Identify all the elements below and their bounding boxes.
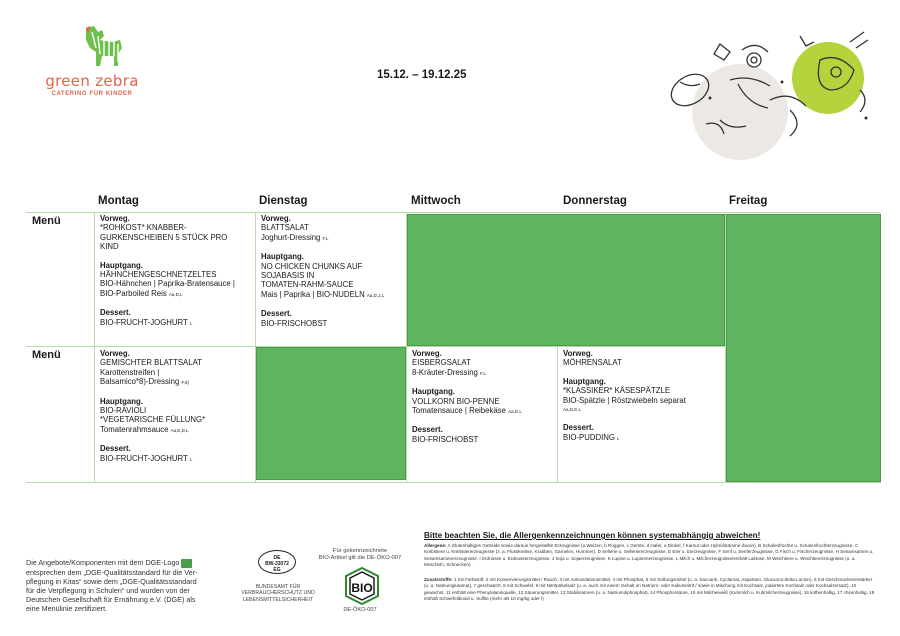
row-label-menu-1: Menü — [32, 215, 61, 227]
green-zebra-logo — [40, 22, 150, 102]
footer-line: eine Menülinie zertifiziert. — [26, 603, 108, 613]
bio-seal-icon — [342, 566, 382, 606]
dish-line: SOJABASIS IN — [261, 271, 315, 281]
course-heading: Dessert. — [563, 423, 594, 433]
food-illustration — [650, 20, 890, 160]
dish-line: Tomatenrahmsauce — [100, 424, 169, 434]
course-heading: Vorweg. — [563, 349, 593, 358]
course-heading: Vorweg. — [100, 214, 130, 223]
footer-line: pflegung in Kitas“ sowie dem „DGE-Qualitätsstandard — [26, 576, 197, 586]
badge-line: EG — [273, 567, 281, 573]
allergy-notice-title: Bitte beachten Sie, die Allergenkennzeichnungen können systemabhängig abweichen! — [424, 531, 761, 540]
course-heading: Hauptgang. — [100, 260, 143, 270]
dish-line: TOMATEN-RAHM-SAUCE — [261, 280, 354, 290]
badge-line: DE — [273, 555, 281, 561]
bio-code: DE-ÖKO-007 — [343, 607, 377, 613]
footer-line: entsprechen dem „DGE-Qualitätsstandard für die Ver- — [26, 567, 198, 577]
course-heading: Hauptgang. — [261, 252, 304, 262]
dish-line: Joghurt-Dressing — [261, 232, 321, 242]
course-heading: Hauptgang. — [100, 396, 143, 406]
brand-tagline: CATERING FÜR KINDER — [51, 91, 133, 97]
course-heading: Vorweg. — [261, 214, 291, 223]
footer-line: Für gekennzeichnete — [332, 548, 388, 554]
grid-line — [26, 482, 881, 483]
dish-line: MÖHRENSALAT — [563, 358, 622, 368]
dish-line: BIO-Spätzle | Röstzwiebeln separat — [563, 395, 686, 405]
allergens-legend — [424, 543, 876, 569]
dish-line: KIND — [100, 242, 119, 252]
dish-line: HÄHNCHENGESCHNETZELTES — [100, 270, 217, 280]
allergen-code: Aa,D,E,L — [563, 407, 582, 413]
course-heading: Vorweg. — [100, 349, 130, 358]
footer-line: Die Angebote/Komponenten mit dem DGE-Logo — [26, 558, 180, 567]
dish-line: BIO-FRISCHOBST — [261, 318, 328, 328]
no-menu-block — [256, 347, 406, 480]
allergen-code: Aa,D,L — [168, 291, 183, 297]
brand-name: green zebra — [45, 72, 139, 90]
allergen-code: F,L — [480, 370, 487, 376]
course-heading: Vorweg. — [412, 349, 442, 358]
allergen-code: F,L — [322, 235, 329, 241]
allergen-code: Aa,E,D,L — [170, 427, 189, 433]
eu-identity-mark-badge — [258, 550, 296, 574]
dish-line: *ROHKOST* KNABBER- — [100, 223, 187, 233]
footer-line: LEBENSMITTELSICHERHEIT — [242, 596, 314, 603]
dish-line: Karottenstreifen | — [100, 367, 160, 377]
dish-line: BIO-PUDDING — [563, 432, 615, 442]
dish-line: GURKENSCHEIBEN 5 STÜCK PRO — [100, 232, 228, 242]
allergen-code: F,8) — [181, 380, 189, 386]
dish-line: NO CHICKEN CHUNKS AUF — [261, 261, 363, 271]
no-menu-block — [407, 214, 725, 346]
footer-line: BIO-Artikel gilt die DE-ÖKO-007 — [318, 555, 402, 561]
bio-note — [318, 548, 402, 562]
dish-line: BLATTSALAT — [261, 223, 309, 233]
dish-line: VOLLKORN BIO-PENNE — [412, 396, 500, 406]
footer-line: VERBRAUCHERSCHUTZ UND — [241, 590, 315, 597]
bvl-text — [236, 584, 320, 603]
dish-line: BIO-FRUCHT-JOGHURT — [100, 317, 188, 327]
footer-line: für die Verpflegung in Schulen“ und wurden von der — [26, 585, 190, 595]
day-thursday: Donnerstag — [563, 195, 627, 207]
course-heading: Dessert. — [100, 308, 131, 318]
menu2-thursday — [558, 349, 725, 443]
menu1-monday — [95, 214, 255, 328]
allergens-text: A Glutenhaltiges Getreide sowie daraus hergestellte Erzeugnisse (a Weizen, b Roggen, c Gerste, d Hafer, e Dinkel, f Kamut oder Hybridstämme davon), B Schalenfrüchte u. Schalenfruchterzeugnisse, C Krebstiere u. Krebstiererzeugnisse (z. a. Flusskrebse, Krabben, Garnelen, Hummer), D Sellerie u. Selleriererzeugnisse, E Eier u. Eierzeugnisse, F Senf u. Senferzeugnisse, G Fisch u. Fischerzeugnisse, H Sesamsamen u. Sesamsamenerzeugnisse, I Erdnüsse u. Erdnusserzeugnisse, J Soja u. Sojaerzeugnisse, K Lupine u. Lupinenerzeugnisse, L Milch u. Milcherzeugnisse/enthält Laktose, M Weichtiere u. Weichtiererzeugnisse (u. a. Muscheln, Schnecken) — [424, 543, 874, 568]
dish-line: BIO-RAVIOLI — [100, 406, 147, 416]
course-heading: Dessert. — [412, 425, 443, 435]
footer-line: Deutschen Gesellschaft für Ernährung e.V. (DGE) als — [26, 594, 196, 604]
course-heading: Dessert. — [261, 309, 292, 319]
dish-line: BIO-Parboiled Reis — [100, 288, 167, 298]
dish-line: Mais | Paprika | BIO-NUDELN — [261, 289, 365, 299]
day-friday: Freitag — [729, 195, 768, 207]
additives-label: Zusatzstoffe: — [424, 577, 453, 582]
allergen-code: L — [617, 435, 620, 441]
menu2-monday — [95, 349, 255, 464]
no-menu-block — [726, 214, 881, 482]
dish-line: BIO-FRUCHT-JOGHURT — [100, 453, 188, 463]
grid-line — [26, 212, 881, 213]
allergen-code: L — [189, 456, 193, 462]
menu2-wednesday — [407, 349, 557, 444]
day-wednesday: Mittwoch — [411, 195, 461, 207]
allergens-label: Allergene: — [424, 543, 447, 548]
dge-logo-icon — [181, 559, 192, 568]
badge-line: BW-33072 — [265, 561, 289, 567]
dish-line: EISBERGSALAT — [412, 358, 471, 368]
course-heading: Dessert. — [100, 444, 131, 454]
dish-line: BIO-FRISCHOBST — [412, 434, 479, 444]
dish-line: BIO-Hähnchen | Paprika-Bratensauce | — [100, 279, 235, 289]
course-heading: Hauptgang. — [412, 387, 455, 397]
footer-line: BUNDESAMT FÜR — [255, 584, 301, 590]
day-monday: Montag — [98, 195, 139, 207]
dge-certification-text — [26, 558, 236, 613]
dish-line: 8-Kräuter-Dressing — [412, 367, 478, 377]
dish-line: *KLASSIKER* KÄSESPÄTZLE — [563, 386, 671, 396]
course-heading: Hauptgang. — [563, 376, 606, 386]
day-tuesday: Dienstag — [259, 195, 308, 207]
dish-line: Balsamico*8)-Dressing — [100, 377, 180, 387]
additives-legend — [424, 577, 876, 603]
allergen-code: Aa,D,J,L — [366, 292, 385, 298]
menu1-tuesday — [256, 214, 406, 328]
dish-line: *VEGETARISCHE FÜLLUNG* — [100, 415, 206, 425]
additives-text: 1 mit Farbstoff, 2 mit Konservierungsmittel / Rauch, 3 mit Antioxidationsmittel, 4 mit Phosphat, 5 mit Süßungsmittel (u. a. Saccarin, Cyclamat, Aspartam, Glucuono-delta-Lacton), 6 mit Geschmacksverstärker (u. a. Natriumglutamat), 7 geschwärzt, 8 mit Schwefel, 9 mit Nitritpökelsalz (u. a. auch mit einem Gehalt an Natrium- oder Kaliumnitrit / sowie in Mischung mit Kochsalz, jodiertem Kochsalz oder Kochsalzersatz), 10 gewachst, 11 enthält eine Phenylalaninquelle, 12 Säuerungsmittel, 13 Stabilisatoren (u. a. Natriumdiphosphat), 14 Phosphorsäure, 15 mit Milcheiweiß (Kuhmilch u. Kuhmilcherzeugnisse), 16 koffeinhaltig, 17 chininhaltig, 18 enthält Schwefeldioxid u. Sulfite (mehr als 10 mg/kg oder l) — [424, 577, 875, 602]
day-header-row — [26, 191, 881, 213]
bio-seal-label: BIO — [351, 581, 373, 595]
date-range: 15.12. – 19.12.25 — [377, 69, 467, 81]
allergen-code: Aa,D,L — [508, 409, 522, 415]
allergen-code: L — [189, 320, 193, 326]
row-label-menu-2: Menü — [32, 349, 61, 361]
dish-line: Tomatensauce | Reibekäse — [412, 406, 506, 416]
dish-line: GEMISCHTER BLATTSALAT — [100, 358, 202, 368]
